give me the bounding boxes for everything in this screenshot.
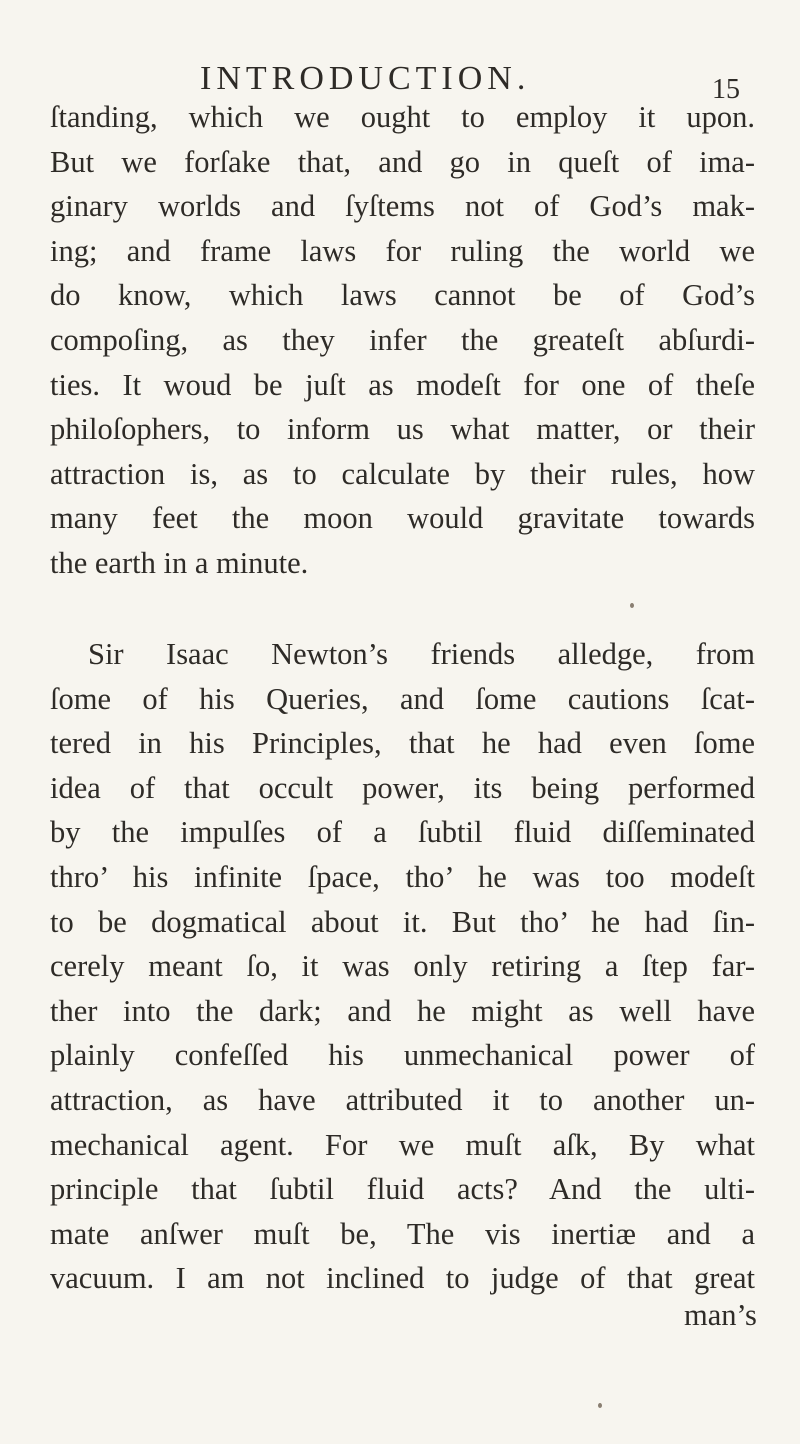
text-line: compoſing, as they infer the greateſt abſurdi- [50, 322, 755, 357]
text-line: Sir Isaac Newton’s friends alledge, from [88, 637, 755, 671]
paper-speck [598, 1403, 602, 1408]
catchword: man’s [684, 1298, 757, 1332]
text-line: idea of that occult power, its being performed [50, 770, 755, 805]
text-line: But we forſake that, and go in queſt of ima- [50, 144, 755, 179]
text-line: mechanical agent. For we muſt aſk, By what [50, 1127, 755, 1162]
text-line: ties. It woud be juſt as modeſt for one of theſe [50, 367, 755, 402]
text-line: ther into the dark; and he might as well have [50, 993, 755, 1028]
text-line: ing; and frame laws for ruling the world we [50, 233, 755, 268]
text-line: ſtanding, which we ought to employ it upon. [50, 100, 755, 134]
text-line: plainly confeſſed his unmechanical power of [50, 1038, 755, 1073]
paper-speck [630, 603, 634, 608]
text-line: tered in his Principles, that he had even ſome [50, 726, 755, 761]
text-line: cerely meant ſo, it was only retiring a ſtep far- [50, 949, 755, 984]
paragraph-2 [50, 632, 755, 1301]
text-line: the earth in a minute. [50, 545, 309, 580]
page-number: 15 [712, 74, 740, 105]
text-line: attraction, as have attributed it to another un- [50, 1082, 755, 1117]
text-line: ſome of his Queries, and ſome cautions ſcat- [50, 681, 755, 716]
text-line: to be dogmatical about it. But tho’ he had ſin- [50, 904, 755, 939]
paragraph-1 [50, 95, 755, 586]
text-line: thro’ his infinite ſpace, tho’ he was too modeſt [50, 859, 755, 894]
text-line: do know, which laws cannot be of God’s [50, 278, 755, 313]
text-line: attraction is, as to calculate by their rules, how [50, 456, 755, 491]
text-line: ginary worlds and ſyſtems not of God’s mak- [50, 189, 755, 224]
text-line: many feet the moon would gravitate towards [50, 501, 755, 536]
text-line: mate anſwer muſt be, The vis inertiæ and a [50, 1216, 755, 1251]
text-line: philoſophers, to inform us what matter, or their [50, 412, 755, 447]
text-line: principle that ſubtil fluid acts? And the ulti- [50, 1172, 755, 1207]
running-head: INTRODUCTION. [200, 60, 531, 97]
text-line: vacuum. I am not inclined to judge of that great [50, 1261, 755, 1296]
text-line: by the impulſes of a ſubtil fluid diſſeminated [50, 815, 755, 850]
